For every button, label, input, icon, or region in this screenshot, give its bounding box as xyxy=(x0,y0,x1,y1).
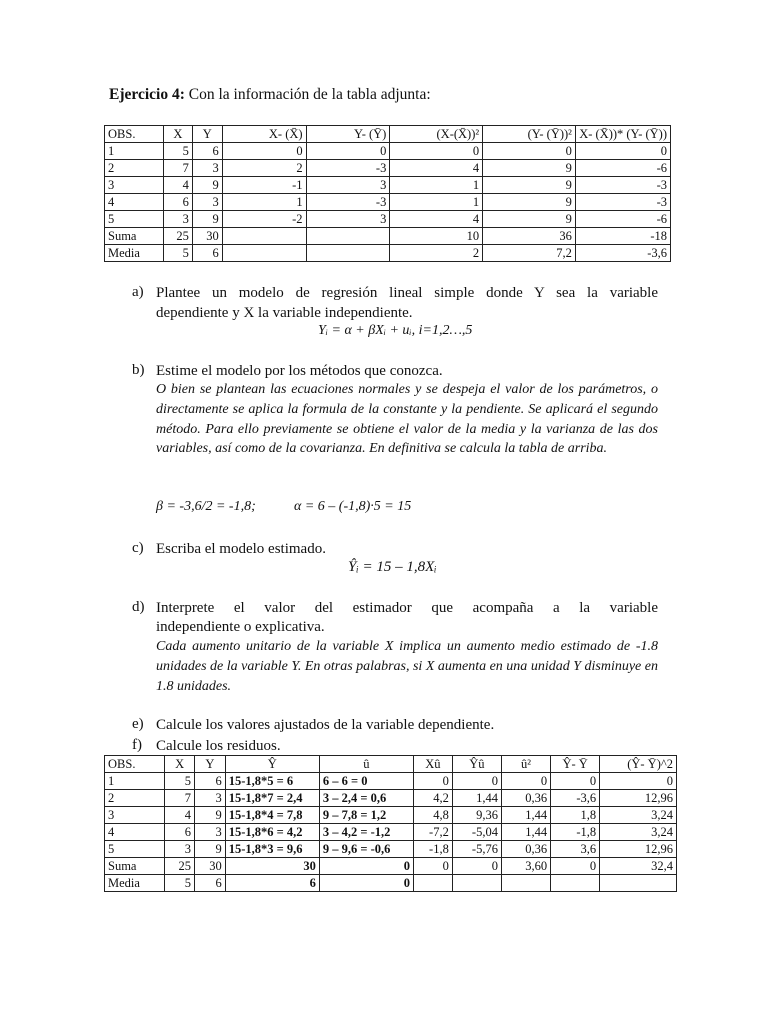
table-cell: 4 xyxy=(165,807,195,824)
table-cell: 9,36 xyxy=(452,807,501,824)
item-f-question: Calcule los residuos. xyxy=(156,738,281,754)
table-cell: 3 – 2,4 = 0,6 xyxy=(319,790,413,807)
table-cell: 9 xyxy=(195,807,226,824)
table-cell: -5,04 xyxy=(452,824,501,841)
table-row xyxy=(105,773,677,790)
table-cell: 0 xyxy=(222,143,306,160)
table-cell: 6 – 6 = 0 xyxy=(319,773,413,790)
item-d-line2: independiente o explicativa. xyxy=(156,619,325,635)
table-cell: -2 xyxy=(222,211,306,228)
table-cell: 4 xyxy=(390,211,483,228)
table-cell: 3 xyxy=(165,841,195,858)
beta-estimate: β = -3,6/2 = -1,8; xyxy=(156,499,256,514)
table-row xyxy=(105,858,677,875)
table-row xyxy=(105,790,677,807)
table-header-cell: (Ŷ- Ȳ)^2 xyxy=(600,756,677,773)
table-header-cell: (X-(X̄))² xyxy=(390,126,483,143)
table-cell: 6 xyxy=(163,194,192,211)
table-cell: -7,2 xyxy=(413,824,452,841)
table-row xyxy=(105,194,671,211)
table-header-cell: Xû xyxy=(413,756,452,773)
item-b-label: b) xyxy=(132,362,145,378)
table-cell: 12,96 xyxy=(600,790,677,807)
table-header-cell: Y- (Ȳ) xyxy=(306,126,390,143)
table-cell: 15-1,8*3 = 9,6 xyxy=(225,841,319,858)
table-cell: -18 xyxy=(575,228,670,245)
table-cell: 4 xyxy=(390,160,483,177)
table-cell: 9 xyxy=(195,841,226,858)
table-cell: -1,8 xyxy=(413,841,452,858)
table-cell: 6 xyxy=(195,773,226,790)
table-cell: 7 xyxy=(165,790,195,807)
table-cell: Suma xyxy=(105,858,165,875)
table-cell: 9 xyxy=(192,177,222,194)
estimated-model: Ŷᵢ = 15 – 1,8Xᵢ xyxy=(348,559,437,575)
table-cell: 30 xyxy=(192,228,222,245)
table-cell: 1,8 xyxy=(551,807,600,824)
table-cell: -3 xyxy=(575,194,670,211)
table-header-cell: û² xyxy=(501,756,550,773)
table-cell: 3 xyxy=(192,160,222,177)
table-cell: 0 xyxy=(483,143,576,160)
table-cell: 15-1,8*6 = 4,2 xyxy=(225,824,319,841)
table-cell: 12,96 xyxy=(600,841,677,858)
table-header-cell: X xyxy=(165,756,195,773)
table-cell: 3 xyxy=(105,177,164,194)
table-cell: -3 xyxy=(575,177,670,194)
table-cell: 36 xyxy=(483,228,576,245)
table-cell: 0 xyxy=(413,858,452,875)
table-cell: 3 xyxy=(163,211,192,228)
table-cell: 0 xyxy=(413,773,452,790)
table-cell: 5 xyxy=(163,143,192,160)
table-cell: -6 xyxy=(575,160,670,177)
table-cell: 4 xyxy=(105,824,165,841)
table-row xyxy=(105,807,677,824)
table-cell: 2 xyxy=(222,160,306,177)
table-cell: -3 xyxy=(306,194,390,211)
table-cell: 0 xyxy=(575,143,670,160)
table-cell: 9 – 9,6 = -0,6 xyxy=(319,841,413,858)
table-cell: 5 xyxy=(105,211,164,228)
model-formula: Yᵢ = α + βXᵢ + uᵢ, i=1,2…,5 xyxy=(318,323,473,338)
table-cell xyxy=(306,245,390,262)
table-cell xyxy=(501,875,550,892)
table-header-cell: OBS. xyxy=(105,756,165,773)
table-row xyxy=(105,211,671,228)
table-cell: 9 xyxy=(483,160,576,177)
table-cell: 25 xyxy=(165,858,195,875)
table-cell: 6 xyxy=(192,245,222,262)
table-header-cell: X xyxy=(163,126,192,143)
table-cell: 0 xyxy=(452,773,501,790)
table-cell: 30 xyxy=(195,858,226,875)
table-cell: 1,44 xyxy=(452,790,501,807)
item-d-label: d) xyxy=(132,599,145,615)
table-cell: 3,24 xyxy=(600,824,677,841)
table-cell: 0 xyxy=(452,858,501,875)
table-cell: 1 xyxy=(105,773,165,790)
table-cell: Media xyxy=(105,245,164,262)
alpha-estimate: α = 6 – (-1,8)·5 = 15 xyxy=(294,499,412,514)
table-cell: 3 xyxy=(105,807,165,824)
table-cell: 32,4 xyxy=(600,858,677,875)
table-row xyxy=(105,824,677,841)
table-cell: 5 xyxy=(165,875,195,892)
table-cell: 1 xyxy=(390,194,483,211)
table-cell: 3 – 4,2 = -1,2 xyxy=(319,824,413,841)
item-e-label: e) xyxy=(132,716,144,732)
table-cell: 0 xyxy=(501,773,550,790)
table-cell: 4,2 xyxy=(413,790,452,807)
table-cell: 0 xyxy=(551,858,600,875)
table-row xyxy=(105,160,671,177)
table-header-cell: Y xyxy=(192,126,222,143)
table-cell: 2 xyxy=(390,245,483,262)
table-cell xyxy=(222,245,306,262)
table-row xyxy=(105,228,671,245)
table-cell: 6 xyxy=(165,824,195,841)
item-d-line1: Interprete el valor del estimador que acompaña a la variable xyxy=(156,600,658,616)
table-header-cell: (Y- (Ȳ))² xyxy=(483,126,576,143)
table-cell: 25 xyxy=(163,228,192,245)
table-header-row xyxy=(105,756,677,773)
table-cell: 15-1,8*4 = 7,8 xyxy=(225,807,319,824)
table-header-row xyxy=(105,126,671,143)
table-cell: 1 xyxy=(390,177,483,194)
table-cell: 0,36 xyxy=(501,790,550,807)
table-cell xyxy=(222,228,306,245)
table-cell: 9 xyxy=(483,211,576,228)
item-a-line2: dependiente y X la variable independiente. xyxy=(156,305,413,321)
table-header-cell: Ŷû xyxy=(452,756,501,773)
item-d-answer: Cada aumento unitario de la variable X implica un aumento medio estimado de -1.8 unidades de la variable Y. En otras palabras, si X aumenta en una unidad Y disminuye en 1.8 unidades. xyxy=(156,639,658,694)
item-b-answer: O bien se plantean las ecuaciones normales y se despeja el valor de los parámetros, o directamente se aplica la formula de la constante y la pendiente. Se aplicará el segundo método. Para ello previamente se obtiene el valor de la media y la varianza de las dos variables, así como de la covarianza. En definitiva se calcula la tabla de arriba. xyxy=(156,382,658,457)
table-cell: 0,36 xyxy=(501,841,550,858)
table-cell xyxy=(551,875,600,892)
table-cell: 3,60 xyxy=(501,858,550,875)
table-cell: 3,24 xyxy=(600,807,677,824)
table-cell: 0 xyxy=(390,143,483,160)
table-cell: 6 xyxy=(195,875,226,892)
table-cell: 4 xyxy=(105,194,164,211)
table-cell: 1,44 xyxy=(501,807,550,824)
table-cell: 7,2 xyxy=(483,245,576,262)
item-c-question: Escriba el modelo estimado. xyxy=(156,541,326,557)
item-a-label: a) xyxy=(132,284,144,300)
table-cell: 9 xyxy=(483,194,576,211)
table-cell: 3 xyxy=(306,177,390,194)
table-cell: -3 xyxy=(306,160,390,177)
table-cell: -3,6 xyxy=(551,790,600,807)
table-cell: -5,76 xyxy=(452,841,501,858)
table-header-cell: û xyxy=(319,756,413,773)
item-b-question: Estime el modelo por los métodos que conozca. xyxy=(156,363,443,379)
table-cell: Media xyxy=(105,875,165,892)
table-cell: 5 xyxy=(163,245,192,262)
table-cell: 0 xyxy=(600,773,677,790)
table-cell: 9 – 7,8 = 1,2 xyxy=(319,807,413,824)
item-e-question: Calcule los valores ajustados de la variable dependiente. xyxy=(156,717,495,733)
item-f-label: f) xyxy=(132,737,142,753)
table-cell: 0 xyxy=(319,875,413,892)
table-cell: -1,8 xyxy=(551,824,600,841)
table-cell: 15-1,8*5 = 6 xyxy=(225,773,319,790)
table-cell: 10 xyxy=(390,228,483,245)
table-cell: 1 xyxy=(105,143,164,160)
table-cell: 6 xyxy=(192,143,222,160)
exercise-title xyxy=(109,86,431,104)
table-cell: 6 xyxy=(225,875,319,892)
table-cell: 4,8 xyxy=(413,807,452,824)
table-cell: -1 xyxy=(222,177,306,194)
item-c-label: c) xyxy=(132,540,144,556)
table-cell xyxy=(452,875,501,892)
table-row xyxy=(105,143,671,160)
table-cell: 4 xyxy=(163,177,192,194)
table-cell: 2 xyxy=(105,160,164,177)
table-cell xyxy=(306,228,390,245)
fitted-values-table xyxy=(104,755,677,892)
exercise-number: Ejercicio 4: xyxy=(109,86,185,103)
table-cell: 0 xyxy=(551,773,600,790)
table-cell: Suma xyxy=(105,228,164,245)
table-cell: 1,44 xyxy=(501,824,550,841)
table-cell xyxy=(600,875,677,892)
item-a-line1: Plantee un modelo de regresión lineal simple donde Y sea la variable xyxy=(156,285,658,301)
table-cell: 3 xyxy=(195,824,226,841)
table-cell: -3,6 xyxy=(575,245,670,262)
table-cell: 0 xyxy=(319,858,413,875)
table-cell: 5 xyxy=(165,773,195,790)
table-row xyxy=(105,875,677,892)
table-cell: 2 xyxy=(105,790,165,807)
table-cell: 1 xyxy=(222,194,306,211)
table-cell: 3 xyxy=(306,211,390,228)
exercise-instruction: Con la información de la tabla adjunta: xyxy=(188,86,431,103)
data-table xyxy=(104,125,671,262)
table-cell: 15-1,8*7 = 2,4 xyxy=(225,790,319,807)
table-header-cell: OBS. xyxy=(105,126,164,143)
table-cell: 5 xyxy=(105,841,165,858)
table-row xyxy=(105,841,677,858)
table-row xyxy=(105,245,671,262)
table-row xyxy=(105,177,671,194)
table-cell: 3,6 xyxy=(551,841,600,858)
table-header-cell: Ŷ xyxy=(225,756,319,773)
table-cell: 9 xyxy=(192,211,222,228)
table-cell: 3 xyxy=(192,194,222,211)
table-header-cell: Ŷ- Ȳ xyxy=(551,756,600,773)
table-cell: 9 xyxy=(483,177,576,194)
table-header-cell: Y xyxy=(195,756,226,773)
table-cell: -6 xyxy=(575,211,670,228)
table-header-cell: X- (X̄) xyxy=(222,126,306,143)
table-cell: 7 xyxy=(163,160,192,177)
table-cell: 0 xyxy=(306,143,390,160)
table-header-cell: X- (X̄))* (Y- (Ȳ)) xyxy=(575,126,670,143)
table-cell: 30 xyxy=(225,858,319,875)
table-cell xyxy=(413,875,452,892)
table-cell: 3 xyxy=(195,790,226,807)
